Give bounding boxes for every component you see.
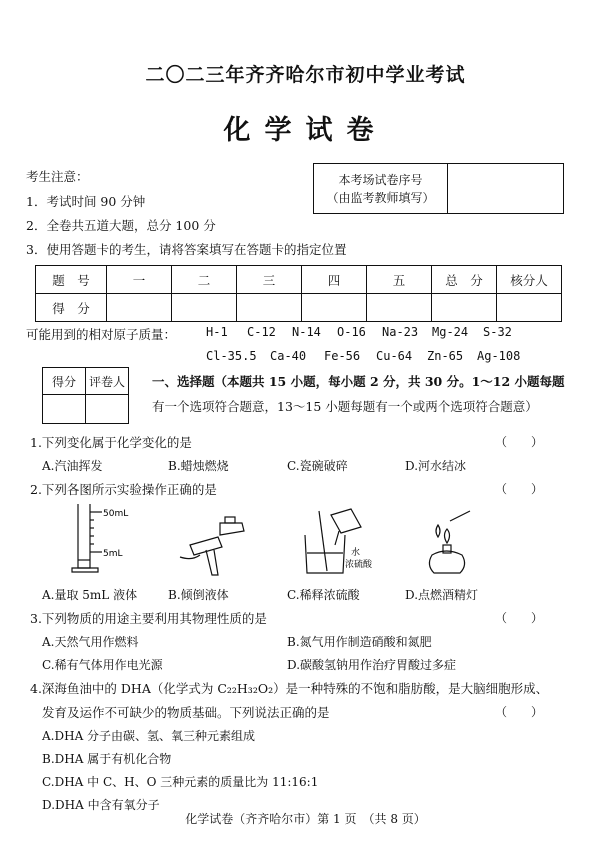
- atomic-mass: Fe-56: [324, 349, 361, 363]
- atomic-mass: Zn-65: [427, 349, 464, 363]
- question-2-stem: 2.下列各图所示实验操作正确的是: [30, 482, 217, 497]
- score-cell[interactable]: [237, 294, 302, 322]
- ticket-label-line2: （由监考教师填写）: [326, 190, 435, 205]
- score-header-cell: 题 号: [36, 266, 107, 294]
- question-2-option-b: B.倾倒液体: [168, 588, 229, 602]
- section1-instructions: 有一个选项符合题意，13～15 小题每题有一个或两个选项符合题意）: [152, 399, 538, 414]
- subject-title: 化学试卷: [223, 115, 388, 146]
- question-3-option-d: D.碳酸氢钠用作治疗胃酸过多症: [287, 658, 457, 672]
- atomic-mass: S-32: [483, 325, 512, 339]
- atomic-mass: Cu-64: [376, 349, 413, 363]
- question-4-stem-line2: 发育及运作不可缺少的物质基础。下列说法正确的是: [42, 705, 330, 720]
- notices-heading: 考生注意：: [26, 169, 89, 184]
- diluting-acid-figure: [295, 505, 385, 580]
- question-3-option-a: A.天然气用作燃料: [42, 635, 139, 649]
- atomic-mass: Cl-35.5: [206, 349, 257, 363]
- score-header-cell: 总 分: [432, 266, 497, 294]
- alcohol-lamp-figure: [420, 507, 490, 579]
- score-table-header-row: [36, 266, 562, 294]
- atomic-mass: C-12: [247, 325, 276, 339]
- question-4-option-b: B.DHA 属于有机化合物: [42, 752, 172, 766]
- exam-title: 二〇二三年齐齐哈尔市初中学业考试: [145, 64, 466, 86]
- grader-name-label: 评卷人: [86, 368, 129, 395]
- notice-item: 1．考试时间 90 分钟: [26, 194, 146, 209]
- score-cell[interactable]: [107, 294, 172, 322]
- score-header-cell: 四: [302, 266, 367, 294]
- score-cell[interactable]: [497, 294, 562, 322]
- score-header-cell: 核分人: [497, 266, 562, 294]
- question-3-answer-paren[interactable]: （ ）: [495, 611, 544, 625]
- score-table: [35, 265, 562, 322]
- question-4-option-d: D.DHA 中含有氧分子: [42, 798, 160, 812]
- atomic-mass: Ca-40: [270, 349, 307, 363]
- score-table-score-row: [36, 294, 562, 322]
- section1-heading: 一、选择题（本题共 15 小题，每小题 2 分，共 30 分。1～12 小题每题: [152, 374, 565, 389]
- figure-label-50ml: 50mL: [103, 509, 129, 519]
- atomic-mass-intro: 可能用到的相对原子质量：: [26, 327, 177, 342]
- grader-score-label: 得分: [43, 368, 86, 395]
- score-row-label: 得 分: [36, 294, 107, 322]
- atomic-mass: N-14: [292, 325, 321, 339]
- figure-label-5ml: 5mL: [103, 549, 123, 559]
- question-1-stem: 1.下列变化属于化学变化的是: [30, 435, 192, 450]
- notice-item: 2．全卷共五道大题，总分 100 分: [26, 218, 216, 233]
- question-1-option-c: C.瓷碗破碎: [287, 459, 348, 473]
- score-header-cell: 二: [172, 266, 237, 294]
- graduated-cylinder-figure: [60, 500, 140, 580]
- question-4-answer-paren[interactable]: （ ）: [495, 705, 544, 719]
- notice-item: 3．使用答题卡的考生，请将答案填写在答题卡的指定位置: [26, 242, 347, 257]
- atomic-mass: Mg-24: [432, 325, 469, 339]
- question-3-stem: 3.下列物质的用途主要利用其物理性质的是: [30, 611, 267, 626]
- atomic-mass: H-1: [206, 325, 228, 339]
- question-4-option-a: A.DHA 分子由碳、氢、氧三种元素组成: [42, 729, 256, 743]
- ticket-number-box: [313, 163, 564, 214]
- question-1-option-d: D.河水结冰: [405, 459, 467, 473]
- score-cell[interactable]: [367, 294, 432, 322]
- question-4-stem-line1: 4.深海鱼油中的 DHA（化学式为 C₂₂H₃₂O₂）是一种特殊的不饱和脂肪酸，是大脑细胞形成、: [30, 681, 549, 696]
- atomic-mass: O-16: [337, 325, 366, 339]
- ticket-label: [314, 164, 448, 213]
- figure-label-conc-acid: 浓硫酸: [345, 560, 373, 570]
- atomic-mass: Ag-108: [477, 349, 521, 363]
- score-header-cell: 五: [367, 266, 432, 294]
- question-2-option-d: D.点燃酒精灯: [405, 588, 479, 602]
- question-3-option-c: C.稀有气体用作电光源: [42, 658, 163, 672]
- question-4-option-c: C.DHA 中 C、H、O 三种元素的质量比为 11:16:1: [42, 775, 319, 789]
- question-1-answer-paren[interactable]: （ ）: [495, 435, 544, 449]
- grader-name-cell[interactable]: [86, 395, 129, 424]
- question-2-option-a: A.量取 5mL 液体: [42, 588, 138, 602]
- question-1-option-a: A.汽油挥发: [42, 459, 103, 473]
- score-cell[interactable]: [432, 294, 497, 322]
- question-1-option-b: B.蜡烛燃烧: [168, 459, 229, 473]
- score-cell[interactable]: [302, 294, 367, 322]
- question-3-option-b: B.氮气用作制造硝酸和氮肥: [287, 635, 432, 649]
- figure-label-water: 水: [351, 548, 361, 558]
- score-header-cell: 一: [107, 266, 172, 294]
- ticket-label-line1: 本考场试卷序号: [338, 172, 423, 187]
- score-header-cell: 三: [237, 266, 302, 294]
- pouring-liquid-figure: [170, 505, 250, 580]
- grader-score-cell[interactable]: [43, 395, 86, 424]
- question-2-answer-paren[interactable]: （ ）: [495, 482, 544, 496]
- question-2-option-c: C.稀释浓硫酸: [287, 588, 360, 602]
- page-footer: 化学试卷（齐齐哈尔市）第 1 页 （共 8 页）: [185, 812, 426, 826]
- grader-box: [42, 367, 129, 424]
- score-cell[interactable]: [172, 294, 237, 322]
- atomic-mass: Na-23: [382, 325, 419, 339]
